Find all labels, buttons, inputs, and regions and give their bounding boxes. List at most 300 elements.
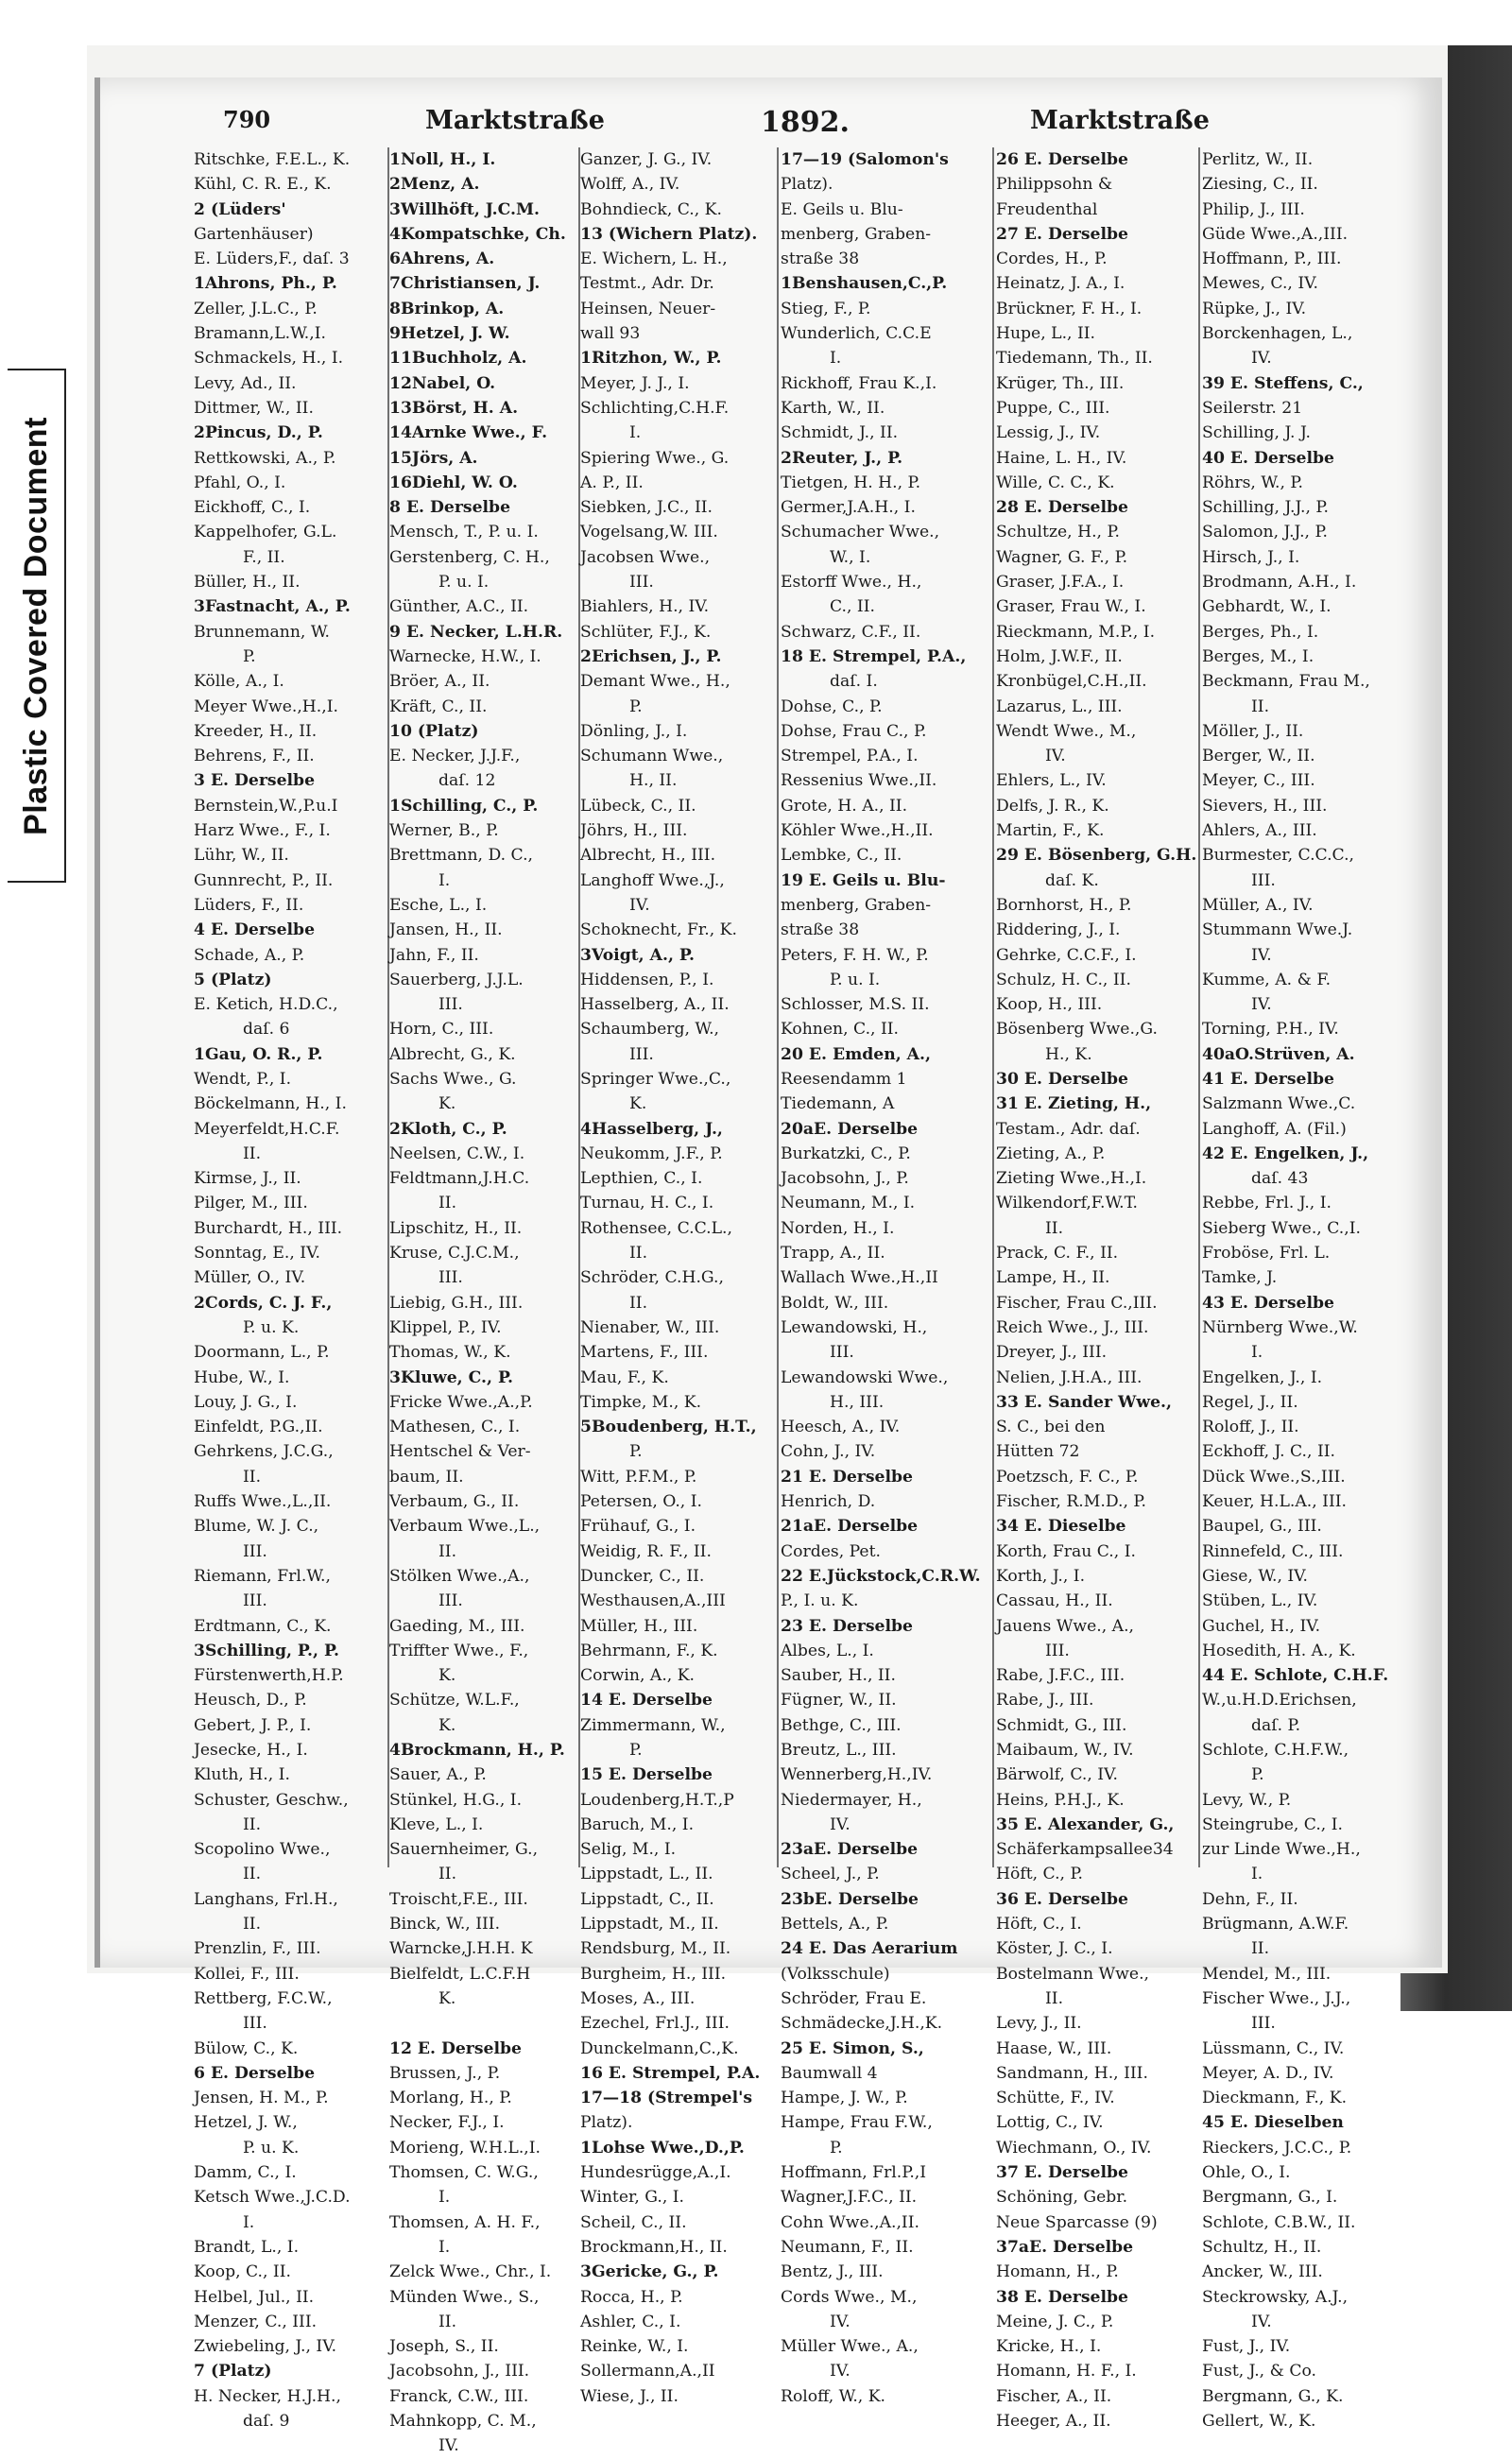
directory-entry: 4 E. Derselbe xyxy=(194,920,315,940)
directory-entry: Höft, C., P. xyxy=(996,1865,1084,1884)
directory-entry: I. xyxy=(438,2188,451,2208)
directory-entry: Gehrkens, J.C.G., xyxy=(194,1442,334,1462)
directory-entry: Schmädecke,J.H.,K. xyxy=(781,2014,943,2034)
directory-entry: 4Hasselberg, J., xyxy=(580,1119,723,1139)
directory-entry: Stölken Wwe.,A., xyxy=(389,1566,530,1586)
directory-column-3 xyxy=(580,147,779,2406)
directory-entry: Fischer, A., II. xyxy=(996,2386,1112,2406)
directory-entry: 45 E. Dieselben xyxy=(1202,2113,1344,2133)
directory-entry: II. xyxy=(243,1144,262,1163)
directory-entry: 13 (Wichern Platz). xyxy=(580,224,758,244)
directory-entry: 3Willhöft, J.C.M. xyxy=(389,199,540,219)
directory-entry: Lüders, F., II. xyxy=(194,895,304,915)
directory-entry: Hundesrügge,A.,I. xyxy=(580,2163,731,2183)
directory-entry: Kräft, C., II. xyxy=(389,696,488,716)
directory-entry: Haine, L. H., IV. xyxy=(996,448,1127,468)
directory-entry: Jacobsen Wwe., xyxy=(580,547,711,567)
directory-entry: Müller, A., IV. xyxy=(1202,895,1314,915)
directory-entry: Berges, Ph., I. xyxy=(1202,622,1319,642)
directory-entry: Testmt., Adr. Dr. xyxy=(580,274,714,294)
directory-entry: P. xyxy=(1251,1765,1264,1785)
directory-entry: Gaeding, M., III. xyxy=(389,1616,525,1636)
directory-entry: I. xyxy=(243,2212,255,2232)
directory-column-1 xyxy=(194,147,392,2432)
directory-entry: Brückner, F. H., I. xyxy=(996,299,1143,318)
directory-entry: 19 E. Geils u. Blu- xyxy=(781,870,946,890)
directory-entry: II. xyxy=(243,1467,262,1487)
directory-entry: Bärwolf, C., IV. xyxy=(996,1765,1118,1785)
plastic-covered-label xyxy=(8,369,66,883)
directory-entry: 29 E. Bösenberg, G.H. xyxy=(996,846,1197,866)
directory-entry xyxy=(389,2011,588,2036)
directory-entry: Schütte, F., IV. xyxy=(996,2089,1115,2108)
directory-entry: Estorff Wwe., H., xyxy=(781,573,922,593)
directory-entry: Heinsen, Neuer- xyxy=(580,299,716,318)
directory-entry: 11Buchholz, A. xyxy=(389,349,527,369)
directory-entry: Keuer, H.L.A., III. xyxy=(1202,1492,1348,1512)
directory-entry: Eickhoff, C., I. xyxy=(194,498,311,518)
directory-entry: Bergmann, G., K. xyxy=(1202,2386,1344,2406)
directory-entry: C., II. xyxy=(830,597,875,617)
directory-entry: Nürnberg Wwe.,W. xyxy=(1202,1317,1358,1337)
directory-entry: zur Linde Wwe.,H., xyxy=(1202,1840,1361,1860)
directory-entry: IV. xyxy=(1045,747,1066,766)
directory-entry: Krüger, Th., III. xyxy=(996,373,1125,393)
directory-entry: Prack, C. F., II. xyxy=(996,1244,1119,1264)
directory-entry: 23aE. Derselbe xyxy=(781,1840,919,1860)
directory-entry: Hupe, L., II. xyxy=(996,324,1096,344)
directory-entry: Kronbügel,C.H.,II. xyxy=(996,672,1147,692)
directory-entry: Gebhardt, W., I. xyxy=(1202,597,1332,617)
directory-entry: 8 E. Derselbe xyxy=(389,498,510,518)
directory-entry: Harz Wwe., F., I. xyxy=(194,821,331,841)
directory-entry: Bernstein,W.,P.u.I xyxy=(194,796,338,816)
directory-entry: Sauernheimer, G., xyxy=(389,1840,539,1860)
directory-entry: Rabe, J., III. xyxy=(996,1691,1094,1711)
directory-entry: Rettberg, F.C.W., xyxy=(194,1988,333,2008)
directory-entry: Fischer, R.M.D., P. xyxy=(996,1492,1146,1512)
directory-entry: 33 E. Sander Wwe., xyxy=(996,1392,1173,1412)
directory-entry: Heinatz, J. A., I. xyxy=(996,274,1125,294)
directory-entry: Stieg, F., P. xyxy=(781,299,871,318)
directory-entry: Schultze, H., P. xyxy=(996,523,1121,542)
directory-entry: Baumwall 4 xyxy=(781,2063,878,2083)
directory-entry: 6Ahrens, A. xyxy=(389,249,495,269)
directory-entry: Sauerberg, J.J.L. xyxy=(389,970,524,989)
directory-entry: Moses, A., III. xyxy=(580,1988,696,2008)
directory-entry: Behrens, F., II. xyxy=(194,747,315,766)
directory-entry: 20 E. Emden, A., xyxy=(781,1044,931,1064)
directory-entry: K. xyxy=(438,1094,456,1114)
directory-entry: Neumann, F., II. xyxy=(781,2237,914,2257)
directory-entry: II. xyxy=(438,2312,457,2331)
directory-entry: 23 E. Derselbe xyxy=(781,1616,913,1636)
directory-entry: Menzer, C., III. xyxy=(194,2312,318,2331)
directory-entry: Spiering Wwe., G. xyxy=(580,448,730,468)
directory-entry: Poetzsch, F. C., P. xyxy=(996,1467,1139,1487)
directory-entry: 30 E. Derselbe xyxy=(996,1069,1128,1089)
directory-entry: Meine, J. C., P. xyxy=(996,2312,1114,2331)
directory-entry: Boldt, W., III. xyxy=(781,1293,889,1313)
directory-entry: Dück Wwe.,S.,III. xyxy=(1202,1467,1346,1487)
directory-entry: Liebig, G.H., III. xyxy=(389,1293,524,1313)
directory-entry: Graser, Frau W., I. xyxy=(996,597,1146,617)
directory-entry: Platz). xyxy=(781,175,833,195)
directory-entry: P. u. K. xyxy=(243,2138,300,2158)
directory-entry: Lazarus, L., III. xyxy=(996,696,1123,716)
directory-entry: Bostelmann Wwe., xyxy=(996,1964,1149,1984)
directory-entry: Rüpke, J., IV. xyxy=(1202,299,1307,318)
directory-entry: Seilerstr. 21 xyxy=(1202,398,1303,418)
directory-entry: Neue Sparcasse (9) xyxy=(996,2212,1158,2232)
directory-entry: 43 E. Derselbe xyxy=(1202,1293,1334,1313)
directory-entry: 37aE. Derselbe xyxy=(996,2237,1134,2257)
directory-entry: Lippstadt, C., II. xyxy=(580,1889,714,1909)
directory-entry: 1Noll, H., I. xyxy=(389,150,496,169)
directory-entry: Schlote, C.H.F.W., xyxy=(1202,1741,1349,1760)
directory-entry: K. xyxy=(438,1666,456,1686)
directory-entry: E. Geils u. Blu- xyxy=(781,199,903,219)
directory-entry: 13Börst, H. A. xyxy=(389,398,519,418)
directory-entry: Wendt, P., I. xyxy=(194,1069,292,1089)
directory-entry: Bergmann, G., I. xyxy=(1202,2188,1338,2208)
directory-entry: II. xyxy=(243,1814,262,1834)
directory-entry: Prenzlin, F., III. xyxy=(194,1939,321,1959)
directory-entry: II. xyxy=(1251,1939,1270,1959)
directory-entry: Lessig, J., IV. xyxy=(996,423,1101,443)
directory-entry: Baupel, G., III. xyxy=(1202,1517,1322,1537)
directory-entry: Neelsen, C.W., I. xyxy=(389,1144,525,1163)
directory-entry: 42 E. Engelken, J., xyxy=(1202,1144,1369,1163)
directory-entry: Zeller, J.L.C., P. xyxy=(194,299,318,318)
directory-entry: Biahlers, H., IV. xyxy=(580,597,710,617)
directory-entry: Jahn, F., II. xyxy=(389,945,479,965)
directory-entry: H., II. xyxy=(629,771,678,791)
directory-entry: Ahlers, A., III. xyxy=(1202,821,1317,841)
directory-entry: Schlosser, M.S. II. xyxy=(781,995,930,1015)
directory-entry: Thomsen, C. W.G., xyxy=(389,2163,539,2183)
directory-entry: 3Gericke, G., P. xyxy=(580,2262,719,2282)
directory-entry: Schulz, H. C., II. xyxy=(996,970,1131,989)
directory-entry: Steingrube, C., I. xyxy=(1202,1814,1343,1834)
directory-entry: 4Brockmann, H., P. xyxy=(389,1741,565,1760)
directory-entry: Schaumberg, W., xyxy=(580,1020,719,1040)
directory-entry: W.,u.H.D.Erichsen, xyxy=(1202,1691,1357,1711)
directory-entry: Morieng, W.H.L.,I. xyxy=(389,2138,541,2158)
directory-entry: Morlang, H., P. xyxy=(389,2089,512,2108)
directory-entry: Mau, F., K. xyxy=(580,1367,669,1387)
directory-entry: Albrecht, H., III. xyxy=(580,846,716,866)
directory-entry: Ezechel, Frl.J., III. xyxy=(580,2014,730,2034)
directory-entry: Beckmann, Frau M., xyxy=(1202,672,1370,692)
directory-entry: 44 E. Schlote, C.H.F. xyxy=(1202,1666,1389,1686)
directory-entry: Wallach Wwe.,H.,II xyxy=(781,1268,938,1288)
directory-entry: 38 E. Derselbe xyxy=(996,2287,1128,2307)
directory-entry: Köhler Wwe.,H.,II. xyxy=(781,821,934,841)
directory-entry: Zimmermann, W., xyxy=(580,1715,726,1735)
directory-entry: Lottig, C., IV. xyxy=(996,2113,1104,2133)
directory-entry: Hetzel, J. W., xyxy=(194,2113,298,2133)
directory-entry: 5 (Platz) xyxy=(194,970,272,989)
directory-entry: Graser, J.F.A., I. xyxy=(996,573,1125,593)
directory-entry: 1Ahrons, Ph., P. xyxy=(194,274,337,294)
directory-entry: III. xyxy=(830,1343,854,1363)
directory-entry: I. xyxy=(438,870,451,890)
directory-entry: Mahnkopp, C. M., xyxy=(389,2412,537,2432)
directory-entry: Möller, J., II. xyxy=(1202,721,1304,741)
directory-entry: Schlichting,C.H.F. xyxy=(580,398,730,418)
directory-entry: Rieckers, J.C.C., P. xyxy=(1202,2138,1352,2158)
directory-entry: Hentschel & Ver- xyxy=(389,1442,531,1462)
directory-entry: Homann, H. F., I. xyxy=(996,2362,1137,2382)
directory-entry: 3Schilling, P., P. xyxy=(194,1641,340,1660)
directory-entry: Wiese, J., II. xyxy=(580,2386,679,2406)
directory-entry: Dohse, Frau C., P. xyxy=(781,721,927,741)
directory-entry: 24 E. Das Aerarium xyxy=(781,1939,958,1959)
directory-entry: 21aE. Derselbe xyxy=(781,1517,919,1537)
directory-entry: Schröder, Frau E. xyxy=(781,1988,927,2008)
directory-entry: Tietgen, H. H., P. xyxy=(781,473,921,492)
directory-entry: Binck, W., III. xyxy=(389,1915,501,1935)
directory-entry: daſ. 12 xyxy=(438,771,496,791)
directory-entry: P. xyxy=(629,1442,643,1462)
directory-entry: P. xyxy=(629,696,643,716)
directory-entry: Jauens Wwe., A., xyxy=(996,1616,1135,1636)
directory-entry: Müller, O., IV. xyxy=(194,1268,306,1288)
directory-entry: IV. xyxy=(830,2362,850,2382)
directory-entry: Verbaum, G., II. xyxy=(389,1492,520,1512)
directory-entry: 12 E. Derselbe xyxy=(389,2038,522,2058)
directory-entry: Albes, L., I. xyxy=(781,1641,874,1660)
directory-entry: Einfeldt, P.G.,II. xyxy=(194,1418,323,1437)
directory-entry: Günther, A.C., II. xyxy=(389,597,529,617)
directory-entry: Hasselberg, A., II. xyxy=(580,995,730,1015)
directory-entry: Schumacher Wwe., xyxy=(781,523,940,542)
directory-entry: Heins, P.H.J., K. xyxy=(996,1790,1125,1810)
directory-entry: 8Brinkop, A. xyxy=(389,299,505,318)
directory-entry: (Volksschule) xyxy=(781,1964,890,1984)
directory-entry: Koop, C., II. xyxy=(194,2262,291,2282)
directory-entry: Warncke,J.H.H. K xyxy=(389,1939,533,1959)
directory-entry: Meyer Wwe.,H.,I. xyxy=(194,696,338,716)
directory-entry: Bethge, C., III. xyxy=(781,1715,902,1735)
directory-entry: Franck, C.W., III. xyxy=(389,2386,529,2406)
directory-entry: Vogelsang,W. III. xyxy=(580,523,718,542)
directory-entry: 9Hetzel, J. W. xyxy=(389,324,510,344)
directory-entry: Bösenberg Wwe.,G. xyxy=(996,1020,1158,1040)
directory-entry: Berger, W., II. xyxy=(1202,747,1315,766)
column-rule xyxy=(992,147,994,1867)
directory-entry: Dieckmann, F., K. xyxy=(1202,2089,1348,2108)
directory-entry: Sauber, H., II. xyxy=(781,1666,896,1686)
directory-entry: Rendsburg, M., II. xyxy=(580,1939,731,1959)
directory-entry: Bohndieck, C., K. xyxy=(580,199,722,219)
directory-entry: 1Benshausen,C.,P. xyxy=(781,274,948,294)
directory-entry: Langhoff, A. (Fil.) xyxy=(1202,1119,1347,1139)
directory-entry: Zwiebeling, J., IV. xyxy=(194,2337,337,2357)
directory-entry: P. xyxy=(243,646,256,666)
directory-entry: Wiechmann, O., IV. xyxy=(996,2138,1152,2158)
directory-entry: Berges, M., I. xyxy=(1202,646,1314,666)
directory-entry: Schöning, Gebr. xyxy=(996,2188,1128,2208)
directory-entry: daſ. K. xyxy=(1045,870,1099,890)
directory-entry: Stüben, L., IV. xyxy=(1202,1591,1318,1611)
year-title: 1892. xyxy=(761,106,850,139)
directory-entry: K. xyxy=(629,1094,647,1114)
directory-entry: Münden Wwe., S., xyxy=(389,2287,540,2307)
directory-entry: Sauer, A., P. xyxy=(389,1765,487,1785)
directory-entry: Springer Wwe.,C., xyxy=(580,1069,731,1089)
directory-entry: IV. xyxy=(1251,349,1272,369)
directory-entry: Schade, A., P. xyxy=(194,945,305,965)
directory-entry: Reich Wwe., J., III. xyxy=(996,1317,1149,1337)
directory-entry: F., II. xyxy=(243,547,285,567)
directory-entry: Bröer, A., II. xyxy=(389,672,490,692)
directory-entry: Schoknecht, Fr., K. xyxy=(580,920,737,940)
directory-entry: Heeger, A., II. xyxy=(996,2412,1111,2432)
directory-entry: daſ. 9 xyxy=(243,2412,290,2432)
directory-entry: IV. xyxy=(830,1814,850,1834)
directory-entry: Weidig, R. F., II. xyxy=(580,1541,712,1561)
directory-entry: Martens, F., III. xyxy=(580,1343,709,1363)
directory-entry: Mendel, M., III. xyxy=(1202,1964,1332,1984)
directory-entry: Delfs, J. R., K. xyxy=(996,796,1109,816)
directory-entry: E. Necker, J.J.F., xyxy=(389,747,521,766)
directory-entry: III. xyxy=(243,2014,267,2034)
directory-entry: Tiedemann, A xyxy=(781,1094,895,1114)
directory-entry: Köster, J. C., I. xyxy=(996,1939,1113,1959)
directory-entry: daſ. P. xyxy=(1251,1715,1301,1735)
directory-entry: III. xyxy=(243,1591,267,1611)
directory-entry: Sandmann, H., III. xyxy=(996,2063,1148,2083)
directory-entry: Cohn Wwe.,A.,II. xyxy=(781,2212,919,2232)
directory-entry: 41 E. Derselbe xyxy=(1202,1069,1334,1089)
directory-entry: Ressenius Wwe.,II. xyxy=(781,771,937,791)
directory-entry: 1Lohse Wwe.,D.,P. xyxy=(580,2138,745,2158)
directory-entry: Damm, C., I. xyxy=(194,2163,297,2183)
directory-entry: Kühl, C. R. E., K. xyxy=(194,175,332,195)
directory-entry: Giese, W., IV. xyxy=(1202,1566,1309,1586)
directory-entry: Heusch, D., P. xyxy=(194,1691,307,1711)
directory-entry: Rinnefeld, C., III. xyxy=(1202,1541,1344,1561)
directory-entry: Wendt Wwe., M., xyxy=(996,721,1137,741)
directory-entry: Tiedemann, Th., II. xyxy=(996,349,1153,369)
directory-entry: II. xyxy=(629,1293,648,1313)
directory-entry: Kölle, A., I. xyxy=(194,672,284,692)
directory-entry: II. xyxy=(438,1865,457,1884)
directory-entry: Fischer, Frau C.,III. xyxy=(996,1293,1158,1313)
directory-entry: II. xyxy=(629,1244,648,1264)
directory-entry: Dohse, C., P. xyxy=(781,696,883,716)
directory-entry: 2Erichsen, J., P. xyxy=(580,646,722,666)
directory-entry: 5Boudenberg, H.T., xyxy=(580,1418,757,1437)
directory-entry: Brussen, J., P. xyxy=(389,2063,501,2083)
directory-entry: Brodmann, A.H., I. xyxy=(1202,573,1357,593)
directory-entry: Cords Wwe., M., xyxy=(781,2287,918,2307)
directory-entry: Brettmann, D. C., xyxy=(389,846,534,866)
directory-entry: 20aE. Derselbe xyxy=(781,1119,919,1139)
directory-entry: Kollei, F., III. xyxy=(194,1964,300,1984)
directory-entry: Scheel, J., P. xyxy=(781,1865,880,1884)
directory-entry: 36 E. Derselbe xyxy=(996,1889,1128,1909)
directory-entry: Germer,J.A.H., I. xyxy=(781,498,916,518)
directory-entry: 15 E. Derselbe xyxy=(580,1765,713,1785)
directory-entry: Froböse, Frl. L. xyxy=(1202,1244,1331,1264)
directory-entry: Karth, W., II. xyxy=(781,398,885,418)
directory-entry: Borckenhagen, L., xyxy=(1202,324,1353,344)
directory-entry: Sachs Wwe., G. xyxy=(389,1069,517,1089)
directory-entry: Langhoff Wwe.,J., xyxy=(580,870,725,890)
directory-entry: I. xyxy=(629,423,642,443)
directory-entry: Rieckmann, M.P., I. xyxy=(996,622,1156,642)
directory-entry: Cassau, H., II. xyxy=(996,1591,1113,1611)
directory-entry: Hampe, Frau F.W., xyxy=(781,2113,933,2133)
directory-entry: S. C., bei den xyxy=(996,1418,1106,1437)
directory-entry: P. xyxy=(629,1741,643,1760)
directory-entry: Cordes, Pet. xyxy=(781,1541,881,1561)
directory-entry: Albrecht, G., K. xyxy=(389,1044,516,1064)
directory-entry: straße 38 xyxy=(781,920,860,940)
directory-entry: 23bE. Derselbe xyxy=(781,1889,919,1909)
directory-entry: Schwarz, C.F., II. xyxy=(781,622,921,642)
directory-entry: Strempel, P.A., I. xyxy=(781,747,919,766)
directory-entry: Gartenhäuser) xyxy=(194,224,314,244)
directory-entry: Hampe, J. W., P. xyxy=(781,2089,908,2108)
directory-entry: III. xyxy=(243,1541,267,1561)
directory-entry: Meyerfeldt,H.C.F. xyxy=(194,1119,340,1139)
directory-entry: Neukomm, J.F., P. xyxy=(580,1144,723,1163)
directory-entry: Koop, H., III. xyxy=(996,995,1103,1015)
directory-entry: H., K. xyxy=(1045,1044,1092,1064)
directory-entry: 35 E. Alexander, G., xyxy=(996,1814,1175,1834)
directory-entry: Doormann, L., P. xyxy=(194,1343,330,1363)
directory-entry: Rabe, J.F.C., III. xyxy=(996,1666,1125,1686)
directory-entry: Bornhorst, H., P. xyxy=(996,895,1132,915)
directory-entry: Rothensee, C.C.L., xyxy=(580,1218,732,1238)
directory-entry: Meyer, A. D., IV. xyxy=(1202,2063,1334,2083)
directory-entry: Frühauf, G., I. xyxy=(580,1517,696,1537)
directory-entry: Klippel, P., IV. xyxy=(389,1317,502,1337)
directory-entry: Lippstadt, M., II. xyxy=(580,1915,719,1935)
directory-entry: 1Schilling, C., P. xyxy=(389,796,539,816)
directory-entry: Fust, J., IV. xyxy=(1202,2337,1291,2357)
directory-entry: Platz). xyxy=(580,2113,633,2133)
directory-entry: Böckelmann, H., I. xyxy=(194,1094,347,1114)
directory-entry: III. xyxy=(438,1591,463,1611)
directory-entry: Homann, H., P. xyxy=(996,2262,1119,2282)
directory-entry: III. xyxy=(1251,870,1276,890)
directory-entry: Reinke, W., I. xyxy=(580,2337,689,2357)
directory-entry: Ancker, W., III. xyxy=(1202,2262,1323,2282)
directory-entry: Dunckelmann,C.,K. xyxy=(580,2038,739,2058)
directory-entry: 7 (Platz) xyxy=(194,2362,272,2382)
directory-entry: Burchardt, H., III. xyxy=(194,1218,343,1238)
directory-entry: II. xyxy=(438,1194,457,1213)
directory-entry: Schilling, J. J. xyxy=(1202,423,1311,443)
directory-entry: Salzmann Wwe.,C. xyxy=(1202,1094,1356,1114)
directory-entry: Horn, C., III. xyxy=(389,1020,494,1040)
directory-entry: Corwin, A., K. xyxy=(580,1666,696,1686)
directory-entry: Wolff, A., IV. xyxy=(580,175,680,195)
directory-entry: Fischer Wwe., J.J., xyxy=(1202,1988,1351,2008)
directory-entry: K. xyxy=(438,1988,456,2008)
directory-entry: 1Gau, O. R., P. xyxy=(194,1044,323,1064)
directory-entry: Güde Wwe.,A.,III. xyxy=(1202,224,1349,244)
directory-entry: 39 E. Steffens, C., xyxy=(1202,373,1364,393)
directory-entry: 16Diehl, W. O. xyxy=(389,473,518,492)
directory-entry: baum, II. xyxy=(389,1467,464,1487)
directory-entry: Rickhoff, Frau K.,I. xyxy=(781,373,937,393)
